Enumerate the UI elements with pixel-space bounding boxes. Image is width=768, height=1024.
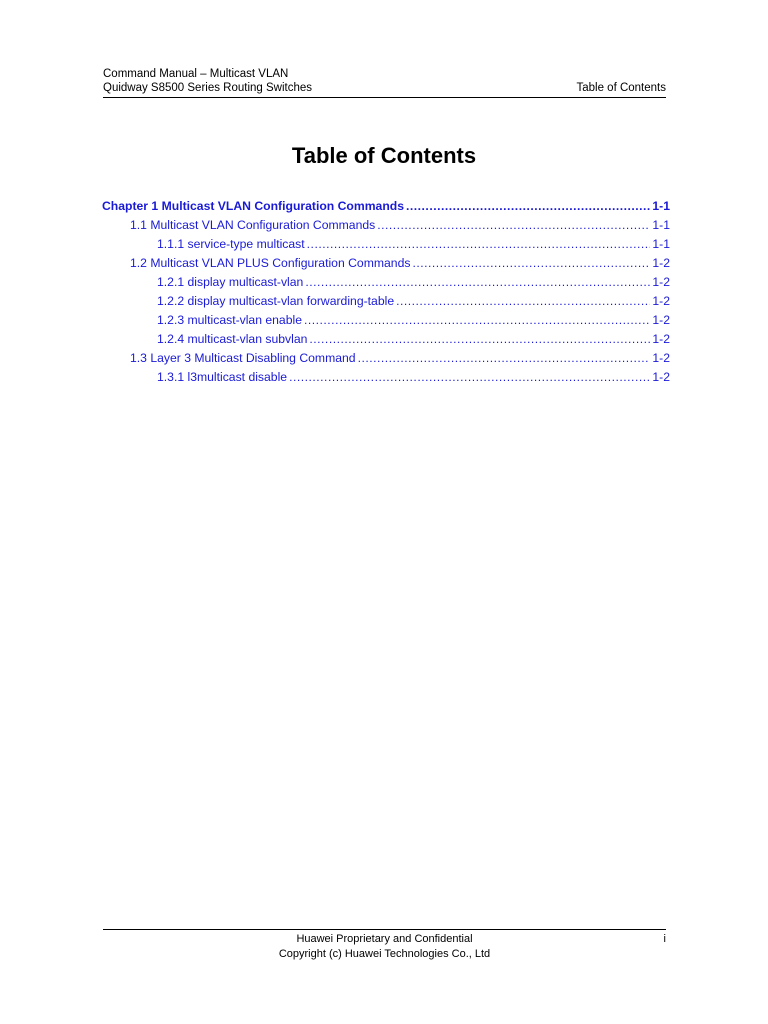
copyright-notice: Copyright (c) Huawei Technologies Co., Ltd — [278, 948, 491, 960]
table-of-contents — [102, 197, 670, 387]
toc-entry-page: 1-2 — [652, 351, 670, 365]
product-name: Quidway S8500 Series Routing Switches — [103, 82, 313, 94]
page-number: i — [663, 933, 666, 945]
toc-entry[interactable] — [102, 349, 670, 368]
toc-dot-leader — [305, 273, 650, 292]
toc-dot-leader — [396, 292, 650, 311]
document-title: Command Manual – Multicast VLAN — [103, 68, 289, 80]
toc-entry-page: 1-2 — [652, 332, 670, 346]
toc-entry-page: 1-1 — [652, 237, 670, 251]
toc-entry[interactable] — [102, 330, 670, 349]
toc-entry-text: 1.3 Layer 3 Multicast Disabling Command — [130, 351, 356, 365]
toc-entry-text: 1.1 Multicast VLAN Configuration Commands — [130, 218, 376, 232]
page-title: Table of Contents — [291, 143, 477, 168]
toc-entry[interactable] — [102, 235, 670, 254]
toc-entry[interactable] — [102, 292, 670, 311]
toc-entry-text: 1.3.1 l3multicast disable — [157, 370, 288, 384]
toc-dot-leader — [377, 216, 650, 235]
toc-dot-leader — [358, 349, 651, 368]
toc-entry-text: 1.2.1 display multicast-vlan — [157, 275, 304, 289]
toc-entry[interactable] — [102, 273, 670, 292]
toc-entry[interactable] — [102, 254, 670, 273]
toc-entry-text: 1.2.4 multicast-vlan subvlan — [157, 332, 308, 346]
page-header — [103, 67, 666, 98]
toc-entry-text: Chapter 1 Multicast VLAN Configuration Commands — [102, 199, 404, 213]
toc-dot-leader — [307, 235, 651, 254]
toc-entry-page: 1-2 — [652, 275, 670, 289]
footer-line-1 — [103, 930, 666, 947]
toc-entry[interactable] — [102, 197, 670, 216]
toc-entry-page: 1-2 — [652, 313, 670, 327]
toc-dot-leader — [412, 254, 650, 273]
toc-dot-leader — [309, 330, 650, 349]
confidentiality-notice: Huawei Proprietary and Confidential — [296, 933, 473, 945]
page-footer — [103, 929, 666, 962]
toc-entry-page: 1-2 — [652, 294, 670, 308]
toc-entry-text: 1.1.1 service-type multicast — [157, 237, 305, 251]
toc-entry[interactable] — [102, 216, 670, 235]
toc-dot-leader — [406, 197, 650, 216]
toc-entry-text: 1.2.2 display multicast-vlan forwarding-table — [157, 294, 395, 308]
toc-entry[interactable] — [102, 311, 670, 330]
toc-dot-leader — [289, 368, 650, 387]
toc-entry-page: 1-1 — [652, 199, 670, 213]
toc-dot-leader — [304, 311, 650, 330]
header-row-1 — [103, 67, 666, 81]
section-name: Table of Contents — [576, 82, 666, 94]
toc-entry-text: 1.2 Multicast VLAN PLUS Configuration Commands — [130, 256, 411, 270]
toc-entry-page: 1-1 — [652, 218, 670, 232]
toc-entry-page: 1-2 — [652, 370, 670, 384]
toc-entry-page: 1-2 — [652, 256, 670, 270]
toc-entry[interactable] — [102, 368, 670, 387]
toc-entry-text: 1.2.3 multicast-vlan enable — [157, 313, 302, 327]
header-row-2 — [103, 81, 666, 95]
